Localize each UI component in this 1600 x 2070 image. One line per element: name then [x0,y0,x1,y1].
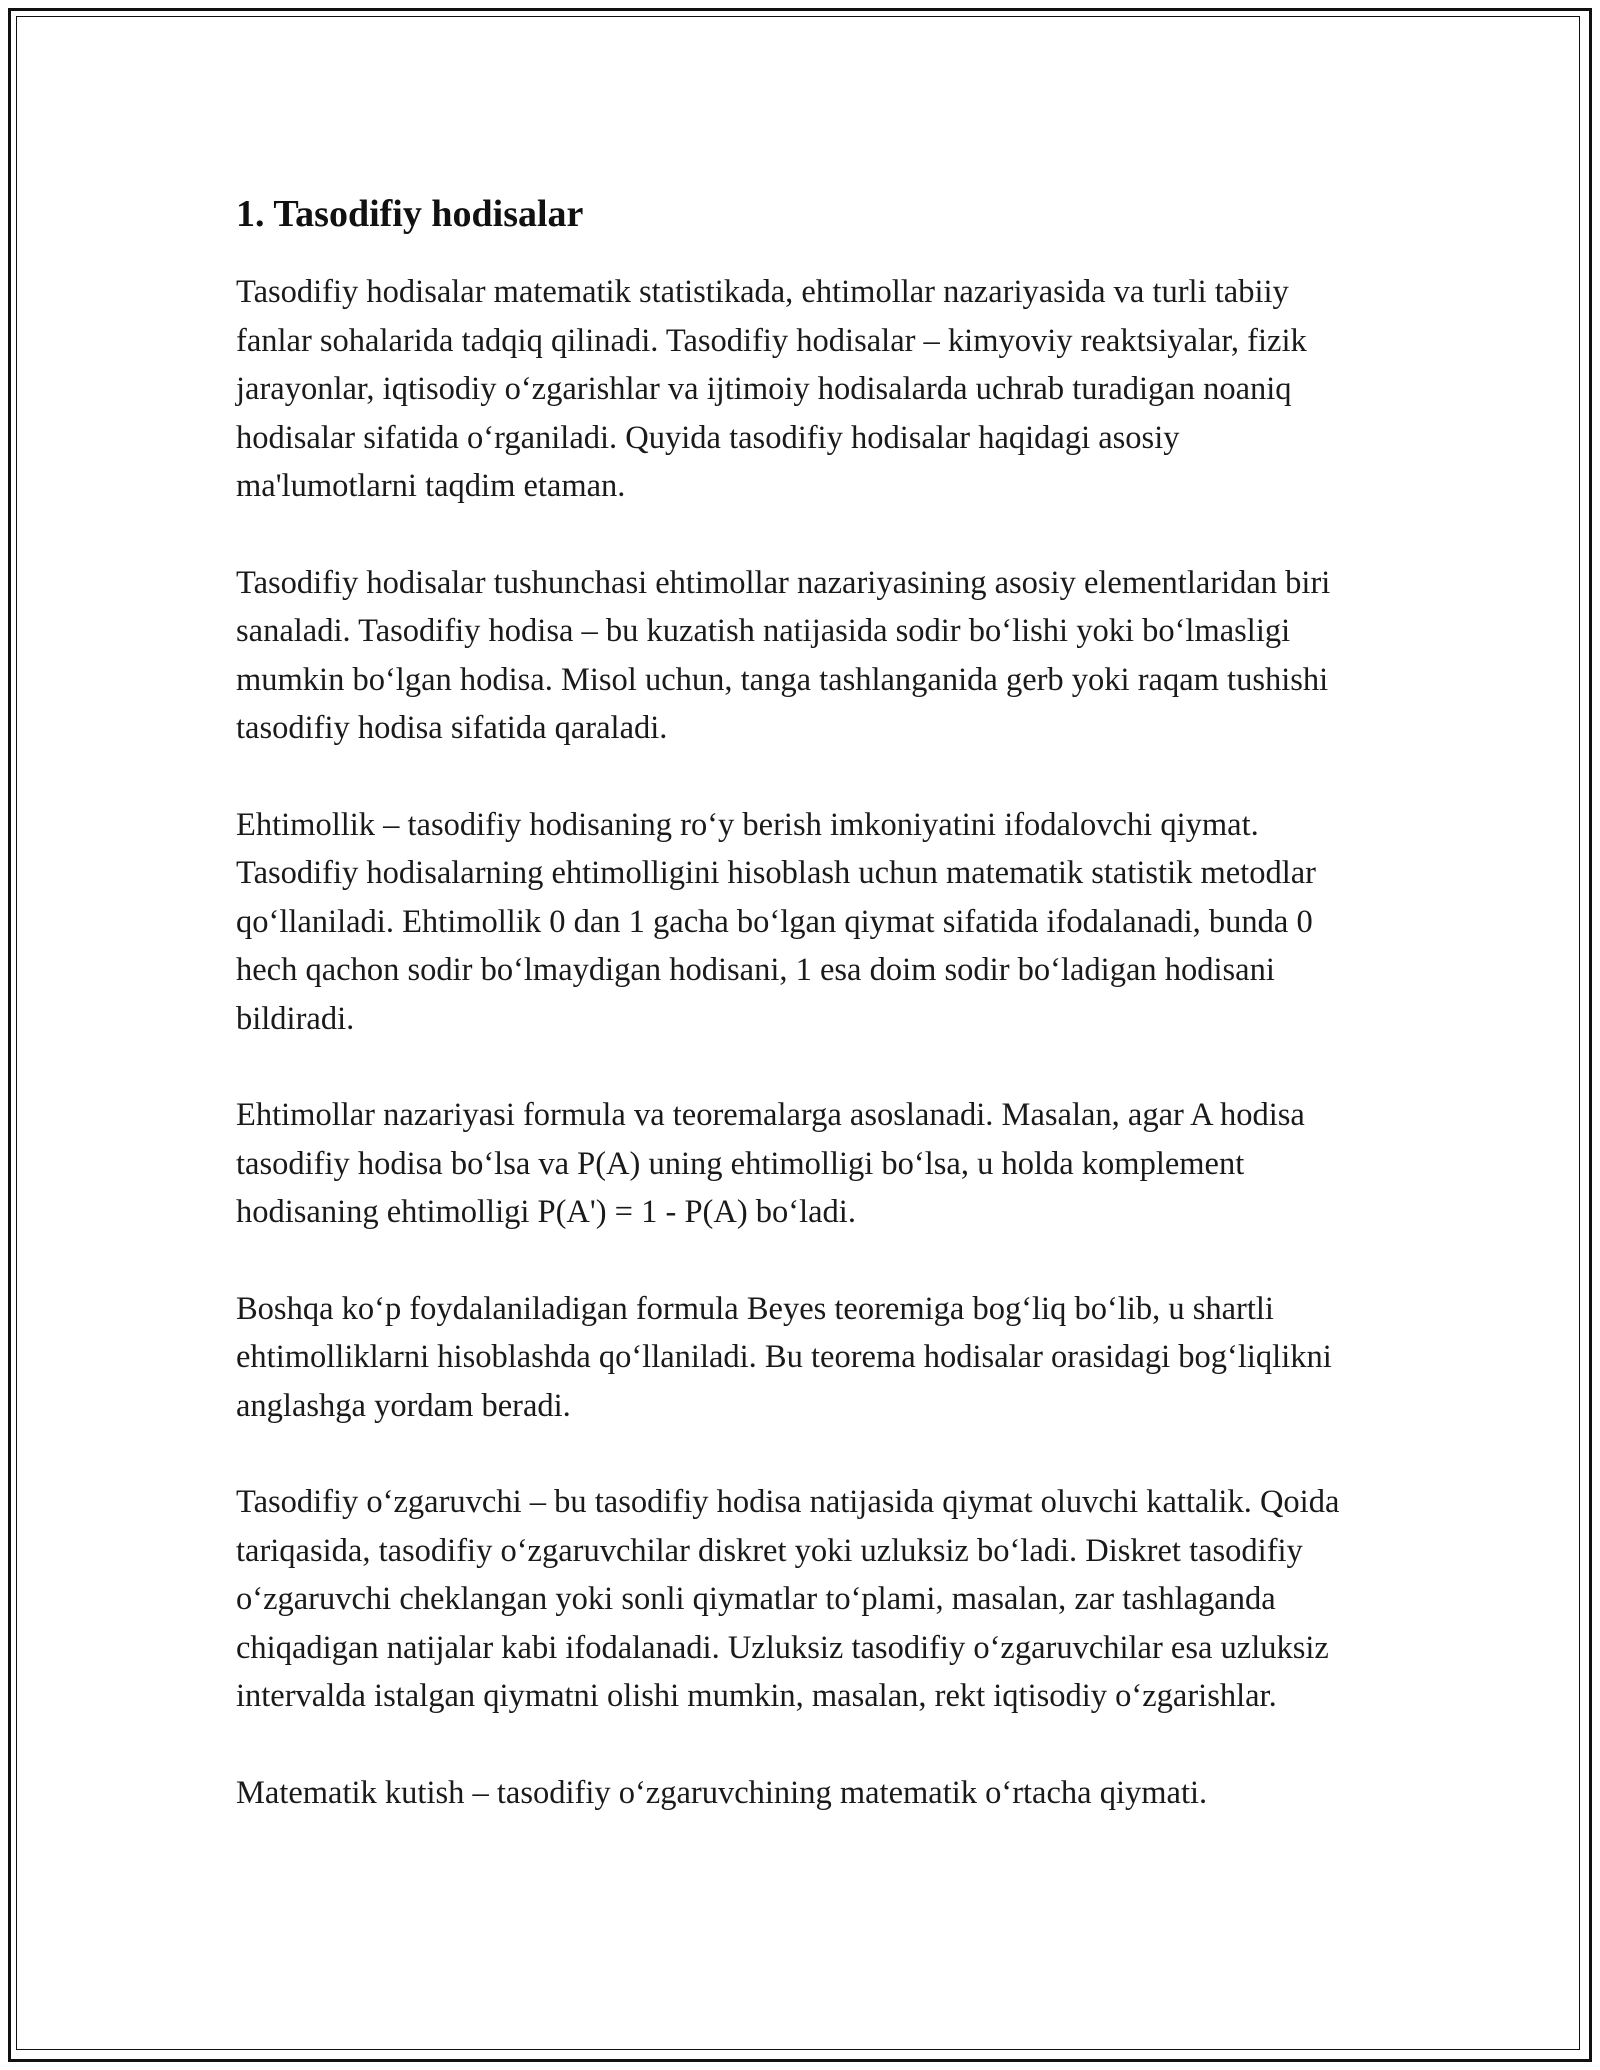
paragraph-concept: Tasodifiy hodisalar tushunchasi ehtimollar nazariyasining asosiy elementlaridan biri sanaladi. Tasodifiy hodisa – bu kuzatish natijasida sodir bo‘lishi yoki bo‘lmasligi mumkin bo‘lgan hodisa. Misol uchun, tanga tashlanganida gerb yoki raqam tushishi tasodifiy hodisa sifatida qaraladi. [236,564,1331,746]
paragraph-expectation: Matematik kutish – tasodifiy o‘zgaruvchining matematik o‘rtacha qiymati. [236,1774,1208,1811]
section-heading: 1. Tasodifiy hodisalar [236,193,584,235]
paragraph-complement: Ehtimollar nazariyasi formula va teoremalarga asoslanadi. Masalan, agar A hodisa tasodifiy hodisa bo‘lsa va P(A) uning ehtimolligi bo‘lsa, u holda komplement hodisaning ehtimolligi P(A') = 1 - P(A) bo‘ladi. [236,1097,1305,1230]
paragraph-random-variable: Tasodifiy o‘zgaruvchi – bu tasodifiy hodisa natijasida qiymat oluvchi kattalik. Qoida tariqasida, tasodifiy o‘zgaruvchilar diskret yoki uzluksiz bo‘ladi. Diskret tasodifiy o‘zgaruvchi cheklangan yoki sonli qiymatlar to‘plami, masalan, zar tashlaganda chiqadigan natijalar kabi ifodalanadi. Uzluksiz tasodifiy o‘zgaruvchilar esa uzluksiz intervalda istalgan qiymatni olishi mumkin, masalan, rekt iqtisodiy o‘zgarishlar. [236,1484,1340,1714]
paragraph-intro: Tasodifiy hodisalar matematik statistikada, ehtimollar nazariyasida va turli tabiiy fanlar sohalarida tadqiq qilinadi. Tasodifiy hodisalar – kimyoviy reaktsiyalar, fizik jarayonlar, iqtisodiy o‘zgarishlar va ijtimoiy hodisalarda uchrab turadigan noaniq hodisalar sifatida o‘rganiladi. Quyida tasodifiy hodisalar haqidagi asosiy ma'lumotlarni taqdim etaman. [236,274,1307,504]
paragraph-bayes: Boshqa ko‘p foydalaniladigan formula Beyes teoremiga bog‘liq bo‘lib, u shartli ehtimolliklarni hisoblashda qo‘llaniladi. Bu teorema hodisalar orasidagi bog‘liqlikni anglashga yordam beradi. [236,1290,1332,1424]
document-body [236,186,1366,1865]
paragraph-probability: Ehtimollik – tasodifiy hodisaning ro‘y berish imkoniyatini ifodalovchi qiymat. Tasodifiy hodisalarning ehtimolligini hisoblash uchun matematik statistik metodlar qo‘llaniladi. Ehtimollik 0 dan 1 gacha bo‘lgan qiymat sifatida ifodalanadi, bunda 0 hech qachon sodir bo‘lmaydigan hodisani, 1 esa doim sodir bo‘ladigan hodisani bildiradi. [236,806,1316,1037]
